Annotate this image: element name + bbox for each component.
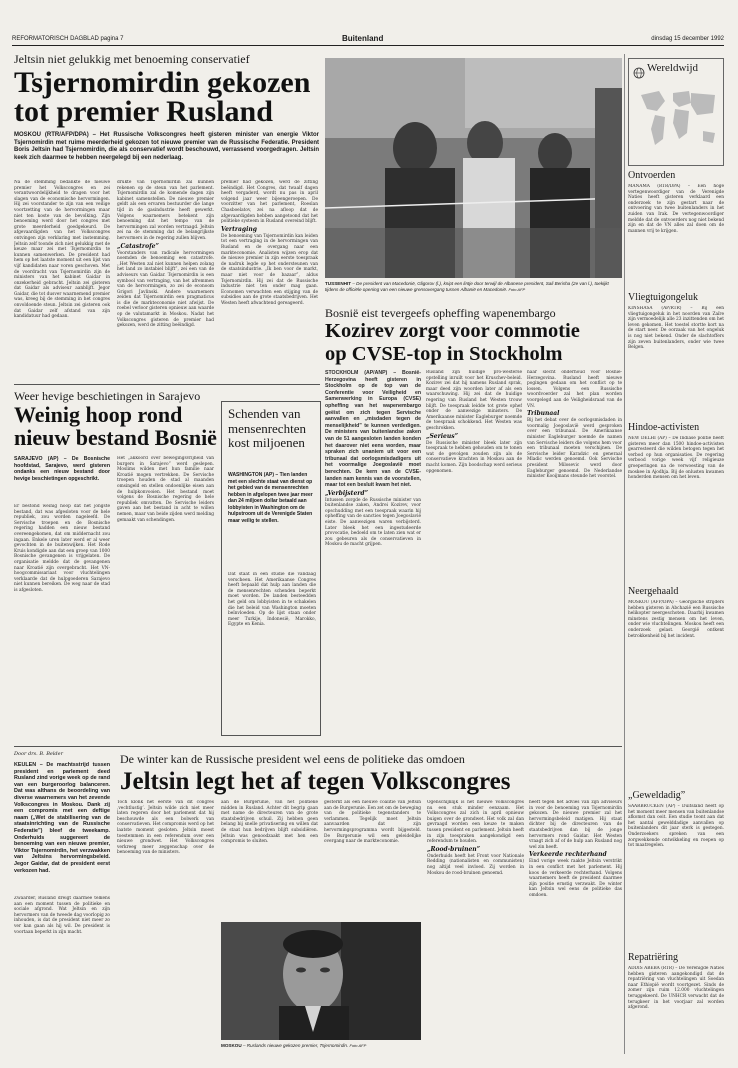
article2-headline-line1: Kozirev zorgt voor commotie: [325, 320, 580, 342]
article4-col0: Zwaarder, Rusland dreigt daarmee telkens aan een moment tussen de politieke en sociale afgrond. Wat Jeltsin en zijn hervormers van de tweede dag voorlopig zo inhouden, is dat de president niet meer zo ver kan gaan als hij wil. De president is voortaan beperkt in zijn macht.: [14, 896, 110, 935]
sidebar-divider: [624, 54, 625, 1054]
sidebar-title: Wereldwijd: [647, 62, 699, 74]
photo-tsjernomirdin-image: [221, 922, 421, 1040]
brief-text-ontvoerden: MANAMA (RTR/DPA) – Een hoge vertegenwoordiger van de Verenigde Naties heeft gisteren verklaard een onderzoek te zijn gestart naar de ontvoering van twee buitenlanders in het zuiden van Irak. De vertegenwoordiger meldde dat de ontvoerders nog niet bekend zijn en dat de VN alles zal doen om de mannen vrij te krijgen.: [628, 184, 724, 234]
boxed-text: Dat staat in een studie die vandaag verscheen. Het Amerikaanse Congres heeft bepaald dat hulp aan landen die de mensenrechten schenden beperkt moet worden. De landen besteedden het geld om lobbyisten in te schakelen die het beleid van Washington moeten beïnvloeden. Op de lijst staan onder meer Turkije, Indonesië, Marokko, Egypte en Kenia.: [228, 572, 316, 628]
article1-headline-line1: Tsjernomirdin gekozen: [14, 66, 311, 99]
article1-lead: MOSKOU (RTR/AFP/DPA) – Het Russische Volkscongres heeft gisteren minister van energie Viktor Tsjernomirdin met ruime meerderheid gekozen tot nieuwe premier van de Russische Federatie. President Boris Jeltsin had Tsjernomirdin, die als conservatief wordt beschouwd, verrassend voorgedragen. Jeltsin keek zich daarmee te hebben neergelegd bij een nederlaag.: [14, 132, 319, 161]
brief-text-vliegtuigongeluk: KINSHASA (AP/RTR) – Bij een vliegtuigongeluk in het noorden van Zaïre zijn vermoedelijk alle 23 inzittenden om het leven gekomen. Het toestel stortte kort na de start neer. De oorzaak van het ongeluk is nog niet bekend. Onder de slachtoffers zijn zeven buitenlanders, onder wie twee Belgen.: [628, 306, 724, 351]
brief-title-neergehaald: Neergehaald: [628, 586, 679, 597]
article4-byline: Door drs. B. Belder: [14, 751, 63, 757]
divider-article3: [14, 384, 320, 385]
divider-article4: [14, 746, 622, 747]
photo2-caption: [221, 1043, 421, 1049]
article2-kicker: Bosnië eist tevergeefs opheffing wapenembargo: [325, 306, 556, 320]
article2-col1-lead: STOCKHOLM (AP/ANP) – Bosnië-Herzegovina heeft gisteren in Stockholm op de top van de Conferentie voor Veiligheid en Samenwerking in Europa (CVSE) opheffing van het wapenembargo geëist om zich tegen Servische aanvallen en „misdaden tegen de menselijkheid” te kunnen verdedigen. De ministers van buitenlandse zaken van de 51 aangesloten landen konden het daarover niet eens worden, maar spraken zich unaniem uit voor een tribunaal dat oorlogsmisdadigers uit het voormalige Joegoslavië moet berechten. De kern van de CVSE-landen nam kennis van de voorstellen, maar tot een besluit kwam het niet.: [325, 370, 421, 489]
issue-date: dinsdag 15 december 1992: [651, 36, 724, 42]
article4-col4-text-b: Onderhuids heeft het Front voor Nationale Redding (nationalisten en communisten) nog altijd veel invloed. Zij worden in Moskou de rood-bruinen genoemd.: [427, 853, 524, 876]
photo2-caption-lead: MOSKOU: [221, 1043, 242, 1048]
article2-col3: [527, 370, 622, 742]
article4-subhead-roodbruinen: „Rood-bruinen”: [427, 845, 481, 853]
article1-headline-line2: tot premier Rusland: [14, 95, 273, 128]
brief-title-ontvoerden: Ontvoerden: [628, 170, 676, 181]
article3-lead: SARAJEVO (AP) – De Bosnische hoofdstad, Sarajevo, werd gisteren ondanks een nieuw bestand door hevige beschietingen opgeschrikt.: [14, 456, 110, 482]
sidebar-wereldwijd: [628, 58, 724, 1053]
brief-text-neergehaald: MOSKOU (AFP/DPA) – Georgische strijders hebben gisteren in Abchazië een Russische helikopter neergeschoten. Daarbij kwamen minstens zestig mensen om het leven, onder wie vluchtelingen. Moskou heeft een onderzoek gelast. Georgië ontkent betrokkenheid bij het incident.: [628, 600, 724, 639]
sidebar-title-box: [628, 58, 724, 166]
article4-col5: [529, 800, 622, 1052]
article1-subhead-vertraging: Vertraging: [221, 225, 257, 233]
article1-subhead-catastrofe: „Catastrofe”: [117, 242, 159, 250]
photo1-caption-lead: TUSSENHIT: [325, 281, 352, 286]
article2-col2-text-b: De Russische minister bleek later zijn toespraak te hebben gehouden om te tonen wat de gevolgen zouden zijn als de conservatieve krachten in Moskou aan de macht komen. Zijn boodschap werd serieus opgenomen.: [426, 440, 522, 474]
article4-headline: Jeltsin legt het af tegen Volkscongres: [120, 768, 511, 795]
article4-lead: KEULEN – De machtsstrijd tussen president en parlement deed Rusland zind vorige week op de rand van een burgeroorlog balanceren. Dat was althans de beoordeling van diverse waarnemers van het zevende Volkscongres in Moskou. Dank zij een compromis met een deftige naam („Wet de stabilisering van de staatsinrichting van de Russische Federatie”) bleef de tweekamp. Onderhuids suggereert de benoeming van een nieuwe premier, Viktor Tsjernomirdin, het verzwakken van Jeltsins hervormingsbeleid. Jegor Gaidar, dat de president eerst verkozen had.: [14, 762, 110, 874]
paper-name: REFORMATORISCH DAGBLAD pagina 7: [12, 36, 124, 42]
photo1-credit: Foto AFP: [508, 286, 526, 292]
article2-headline-line2: op CVSE-top in Stockholm: [325, 343, 563, 365]
brief-title-vliegtuigongeluk: Vliegtuigongeluk: [628, 292, 698, 303]
article1-col3-text-b: De benoeming van Tsjernomirdin kan leiden tot een vertraging in de hervormingen van Rusland en de overgang naar een markteconomie. Analisten wijzen erop dat de nieuwe premier in zijn eerste toespraak de nadruk legde op het ondersteunen van de staatsindustrie. „Ik ben voor de markt, maar niet voor de bazaar”, aldus Tsjernomirdin. Hij zei dat de Russische industrie niet ten onder mag gaan. Economen verwachten een stijging van de subsidies aan de grote staatsbedrijven. Het Westen heeft afwachtend gereageerd.: [221, 233, 318, 306]
photo2-credit: Foto AFP: [349, 1043, 367, 1048]
photo-tsjernomirdin: [221, 922, 421, 1040]
article3-headline-line1: Weinig hoop rond: [14, 402, 183, 427]
article3-headline: [14, 403, 229, 449]
article1-headline: [14, 68, 324, 126]
article4-col2: aan de Burgerunie, van het politieke midden in Rusland. Achter dit begrip gaan met name de directeuren van de grote staatsbedrijven schuil. Zij hebben geen belang bij snelle privatisering en willen dat de staat hun bedrijven blijft subsidiëren. Jeltsin was genoodzaakt met hen een compromis te sluiten.: [221, 800, 318, 845]
brief-title-repatriering: Repatriëring: [628, 952, 678, 963]
article2-subhead-verbijsterd: „Verbijsterd”: [325, 489, 369, 497]
article2-col2: [426, 370, 522, 742]
world-map-icon: [633, 81, 721, 161]
article1-col3-text: premier had gekozen, werd de zitting beëindigd. Het Congres, dat twaalf dagen heeft vergaderd, wordt nu pas in april volgend jaar weer bijeengeroepen. De voorzitter van het parlement, Roeslan Chasboelatov, zei na afloop dat de afgevaardigden hebben aangetoond dat het politieke systeem in Rusland overeind blijft.: [221, 180, 318, 225]
article3-col2: Het „akkoord over bewegingsvrijheid van burgers in Sarajevo” werd geslepen. Moslims wilden met hun familie naar Kroatië mogen vertrekken. De Servische troepen houden de stad al maanden omsingeld en stellen ondoenlijke eisen aan de hulpkonvooien. Het bestand moet volgens de Bosnische regering de hele republiek omvatten. De Servische leiders gaven aan het bestand in acht te willen nemen, maar van beide zijden werd melding gemaakt van schendingen.: [117, 456, 214, 523]
photo1-caption-text: – De president van Macedonië, Gligorov (l.), knipt een lintje door terwijl de Albanese president, Sali Berisha (2e van l.), toekijkt tijdens de officiële opening van een nieuwe grensovergang tussen Albanië en Macedonië.: [325, 281, 609, 292]
article4-col3: gesterkt als een nieuwe coalitie van Jeltsin aan de Burgerunie. Een zet om de beweging van de politieke tegenstanders te verlammen. Tegelijk moet Jeltsin aanvaarden dat zijn hervormingsprogramma wordt bijgesteld. De Burgerunie wil een geleidelijke overgang naar de markteconomie.: [324, 800, 421, 845]
photo2-caption-text: – Ruslands nieuwe gekozen premier, Tsjernomirdin.: [242, 1043, 349, 1048]
brief-title-hindoe-activisten: Hindoe-activisten: [628, 422, 700, 433]
brief-title-geweldadig: „Geweldadig”: [628, 790, 686, 801]
article2-col1: [325, 370, 421, 742]
article1-col1: Na de stemming bedankte de nieuwe premier het Volkscongres en zei verantwoordelijkheid te dragen voor het slagen van de economische hervormingen. Hij zei voorstander te zijn van een veilige voortzetting van de hervormingen maar niet ten koste van de bevolking. Zijn benoeming werd door het congres met grote meerderheid goedgekeurd. De afgevaardigden van het Volkscongres ontvingen zijn verklaring met instemming. Jeltsin zelf toonde zich niet gelukkig met de keuze maar zei met Tsjernomirdin te kunnen samenwerken. De president had hem op het laatste moment uit een lijst van vijf kandidaten naar voren geschoven. Met de voordracht van Tsjernomirdin zijn de ministers van het kabinet Gaidar in onzekerheid gebracht. Jeltsin zei gisteren dat Gaidar als adviseur aanblijft. Jegor Gaidar, die tot dusver waarnemend premier was, kreeg bij de stemming in het congres onvoldoende steun. Jeltsin zei gisteren ook dat Gaidar zelf afstand van zijn kandidatuur had gedaan.: [14, 180, 110, 320]
article4-col5-text-b: Eind vorige week raakte Jeltsin verstrikt in een conflict met het parlement. Hij koos de verkeerde rechterhand. Volgens waarnemers heeft de president daarmee zijn positie ernstig verzwakt. De winter kan Jeltsin wel eens de politieke das omdoen.: [529, 859, 622, 898]
article1-col2-text-b: Voorstanders van radicale hervormingen noemden de benoeming een catastrofe. ,,Het Westen zal niet kunnen helpen zolang het land zo instabiel blijft”, zei een van de adviseurs van Gaidar. Tsjernomirdin is een symbool van vertraging, van het afremmen van de hervormingen, zo zei de econoom Grigori Javlinski. Andere waarnemers zeiden dat Tsjernomirdin een pragmaticus is die de markteconomie niet afwijst. De roebel verloor gisteren opnieuw aan waarde op de valutamarkt in Moskou. Nadat het Volkscongres gisteren de premier had gekozen, werd de zitting beëindigd.: [117, 250, 214, 329]
article3-col1: Er bestond weinig hoop dat het jongste bestand, dat was afgesloten voor de hele republiek, zou worden nageleefd. De Servische troepen en de Bosnische regering hadden een nieuw bestand overeengekomen, dat om middernacht zou ingaan. Enkele uren later werd er al weer gevochten in de buitenwijken. Het Rode Kruis kondigde aan dat een groep van 1000 Bosnische gevangenen is vrijgelaten. De organisatie meldde dat de gevangenen naar Kroatië zijn overgebracht. Het VN-hoogcommissariaat voor vluchtelingen verklaarde dat de hulpgoederen Sarajevo niet kunnen bereiken. De weg naar de stad is afgesloten.: [14, 504, 110, 593]
photo1-caption: [325, 281, 622, 293]
article2-headline: [325, 320, 625, 366]
article4-col4: [427, 800, 524, 1052]
article4-subhead-rechterhand: Verkeerde rechterhand: [529, 851, 607, 859]
article1-col2: [117, 180, 214, 380]
article3-kicker: Weer hevige beschietingen in Sarajevo: [14, 389, 201, 403]
brief-text-repatriering: ADDIS ABEBA (RTR) – De Verenigde Naties hebben gisteren aangekondigd dat de repatriëring van vluchtelingen uit Soedan naar Ethiopië wordt voortgezet. Sinds de zomer zijn ruim 12.000 vluchtelingen teruggekeerd. De UNHCR verwacht dat de terugkeer in het voorjaar zal worden afgerond.: [628, 966, 724, 1011]
boxed-headline: Schenden van mensenrechten kost miljoenen: [228, 406, 306, 450]
article1-kicker: Jeltsin niet gelukkig met benoeming conservatief: [14, 52, 250, 66]
article4-col4-text: Ogenschijnlijk is het nieuwe Volkscongres nu een stuk minder eenzaam. Het Volkscongres zal zich in april opnieuw buigen over de grondwet. Het volk zal dan gevraagd worden een keuze te maken tussen president en parlement. Jeltsin heeft in zijn toespraken aangekondigd een referendum te houden.: [427, 800, 524, 845]
photo-ribbon-cutting-image: [325, 58, 622, 278]
article2-col3-text-b: Bij het debat over de oorlogsmisdaden in voormalig Joegoslavië werd gesproken over een tribunaal. De Amerikaanse minister Eagleburger noemde de namen van Servische leiders die volgens hem voor een tribunaal moeten verschijnen. De Servische leider Karadzic en generaal Mladic werden genoemd. Ook Servische president Milosevic werd door Eagleburger genoemd. De Nederlandse minister Kooijmans steunde het voorstel.: [527, 418, 622, 480]
article4-col5-text: heeft tegen het advies van zijn adviseurs in voor de benoeming van Tsjernomirdin gekozen. De nieuwe premier zal het hervormingsbeleid matigen. Hij staat dichter bij de directeuren van de staatsbedrijven dan bij de jonge hervormers rond Gaidar. Het Westen vraagt zich af of de hulp aan Rusland nog wel zin heeft.: [529, 800, 622, 850]
brief-text-geweldadig: SAARBRUCKEN (AP) – Duitsland heeft op het moment meer mensen van buitenlandse afkomst dan ooit. Een studie toont aan dat het aantal gewelddadige aanvallen op buitenlanders dit jaar sterk is gestegen. Onderzoekers spreken van een zorgwekkende ontwikkeling en roepen op tot maatregelen.: [628, 804, 724, 849]
photo-ribbon-cutting: [325, 58, 622, 278]
section-name: Buitenland: [342, 34, 384, 43]
boxed-lead: WASHINGTON (AP) – Tien landen met een slechte staat van dienst op het gebied van de mensenrechten hebben in afgelopen twee jaar meer dan 24 miljoen dollar betaald aan lobbyisten in Washington om de hulpstroom uit de Verenigde Staten maar veilig te stellen.: [228, 472, 313, 524]
article3-headline-line2: nieuw bestand Bosnië: [14, 425, 217, 450]
boxed-article: [221, 401, 321, 736]
article2-col3-text: naar slecht onderhoud voor Bosnië-Herzegovina. Rusland heeft nieuwe pogingen gedaan om het conflict op te lossen. Volgens een Russische woordvoerder zal het plan worden voorgelegd aan de Veiligheidsraad van de VN.: [527, 370, 622, 409]
article4-col1: Toch klonk het eerste van dit congres ‚vechtlustig’. Jeltsin wilde zich niet meer laten regeren door het parlement dat hij beschouwde als een bolwerk van conservatieven. Het compromis werd op het laatste moment gesloten. Jeltsin moest toestemmen in een referendum over een nieuwe grondwet. Het Volkscongres verkreeg meer zeggenschap over de benoeming van de ministers.: [117, 800, 214, 856]
article2-col1-text-b: Intussen zorgde de Russische minister van buitenlandse zaken, Andrei Kozirev, voor opschudding met een toespraak waarin hij opheffing van de sancties tegen Joegoslavië eiste. De aanwezigen waren verbijsterd. Later bleek het een ingestudeerde provocatie, bedoeld om te laten zien wat er zou gebeuren als de conservatieven in Moskou de macht grijpen.: [325, 497, 421, 548]
page-header: [12, 34, 724, 46]
article2-subhead-tribunaal: Tribunaal: [527, 410, 560, 418]
article2-col2-text: Rusland zijn huidige pro-westerse opstelling inruilt voor het Kruschev-beleid. Kozirev zei dat hij namens Rusland sprak, maar deed zijn woorden later af als een waarschuwing. Hij zei dat de huidige regering van Rusland het Westen trouw blijft. De toespraak leidde tot grote ophef onder de aanwezige ministers. De Amerikaanse minister Eagleburger noemde de toespraak schokkend. Het Westen was geschrokken.: [426, 370, 522, 431]
article1-col3: [221, 180, 318, 380]
article1-col2-text: drukte van Tsjernomirdin zal kunnen rekenen op de steun van het parlement. Tsjernomirdin zal de komende dagen zijn kabinet samenstellen. De nieuwe premier geldt als een ervaren bestuurder die lange tijd in de gasindustrie heeft gewerkt. Volgens waarnemers betekent zijn benoeming dat het tempo van de hervormingen zal worden vertraagd. Jeltsin zei na de stemming dat de belangrijkste hervormers in de regering zullen blijven.: [117, 180, 214, 241]
article4-kicker: De winter kan de Russische president wel eens de politieke das omdoen: [120, 752, 465, 766]
article2-subhead-serieus: „Serieus”: [426, 432, 459, 440]
brief-text-hindoe-activisten: NEW DELHI (AP) – De Indiase politie heeft gisteren meer dan 1500 hindoe-activisten gearresteerd die wilden betogen tegen het verbod op hun organisaties. De regering verbood vorige week vijf religieuze groeperingen na de verwoesting van de moskee in Ajodhja. Bij de onlusten kwamen honderden mensen om het leven.: [628, 436, 724, 481]
